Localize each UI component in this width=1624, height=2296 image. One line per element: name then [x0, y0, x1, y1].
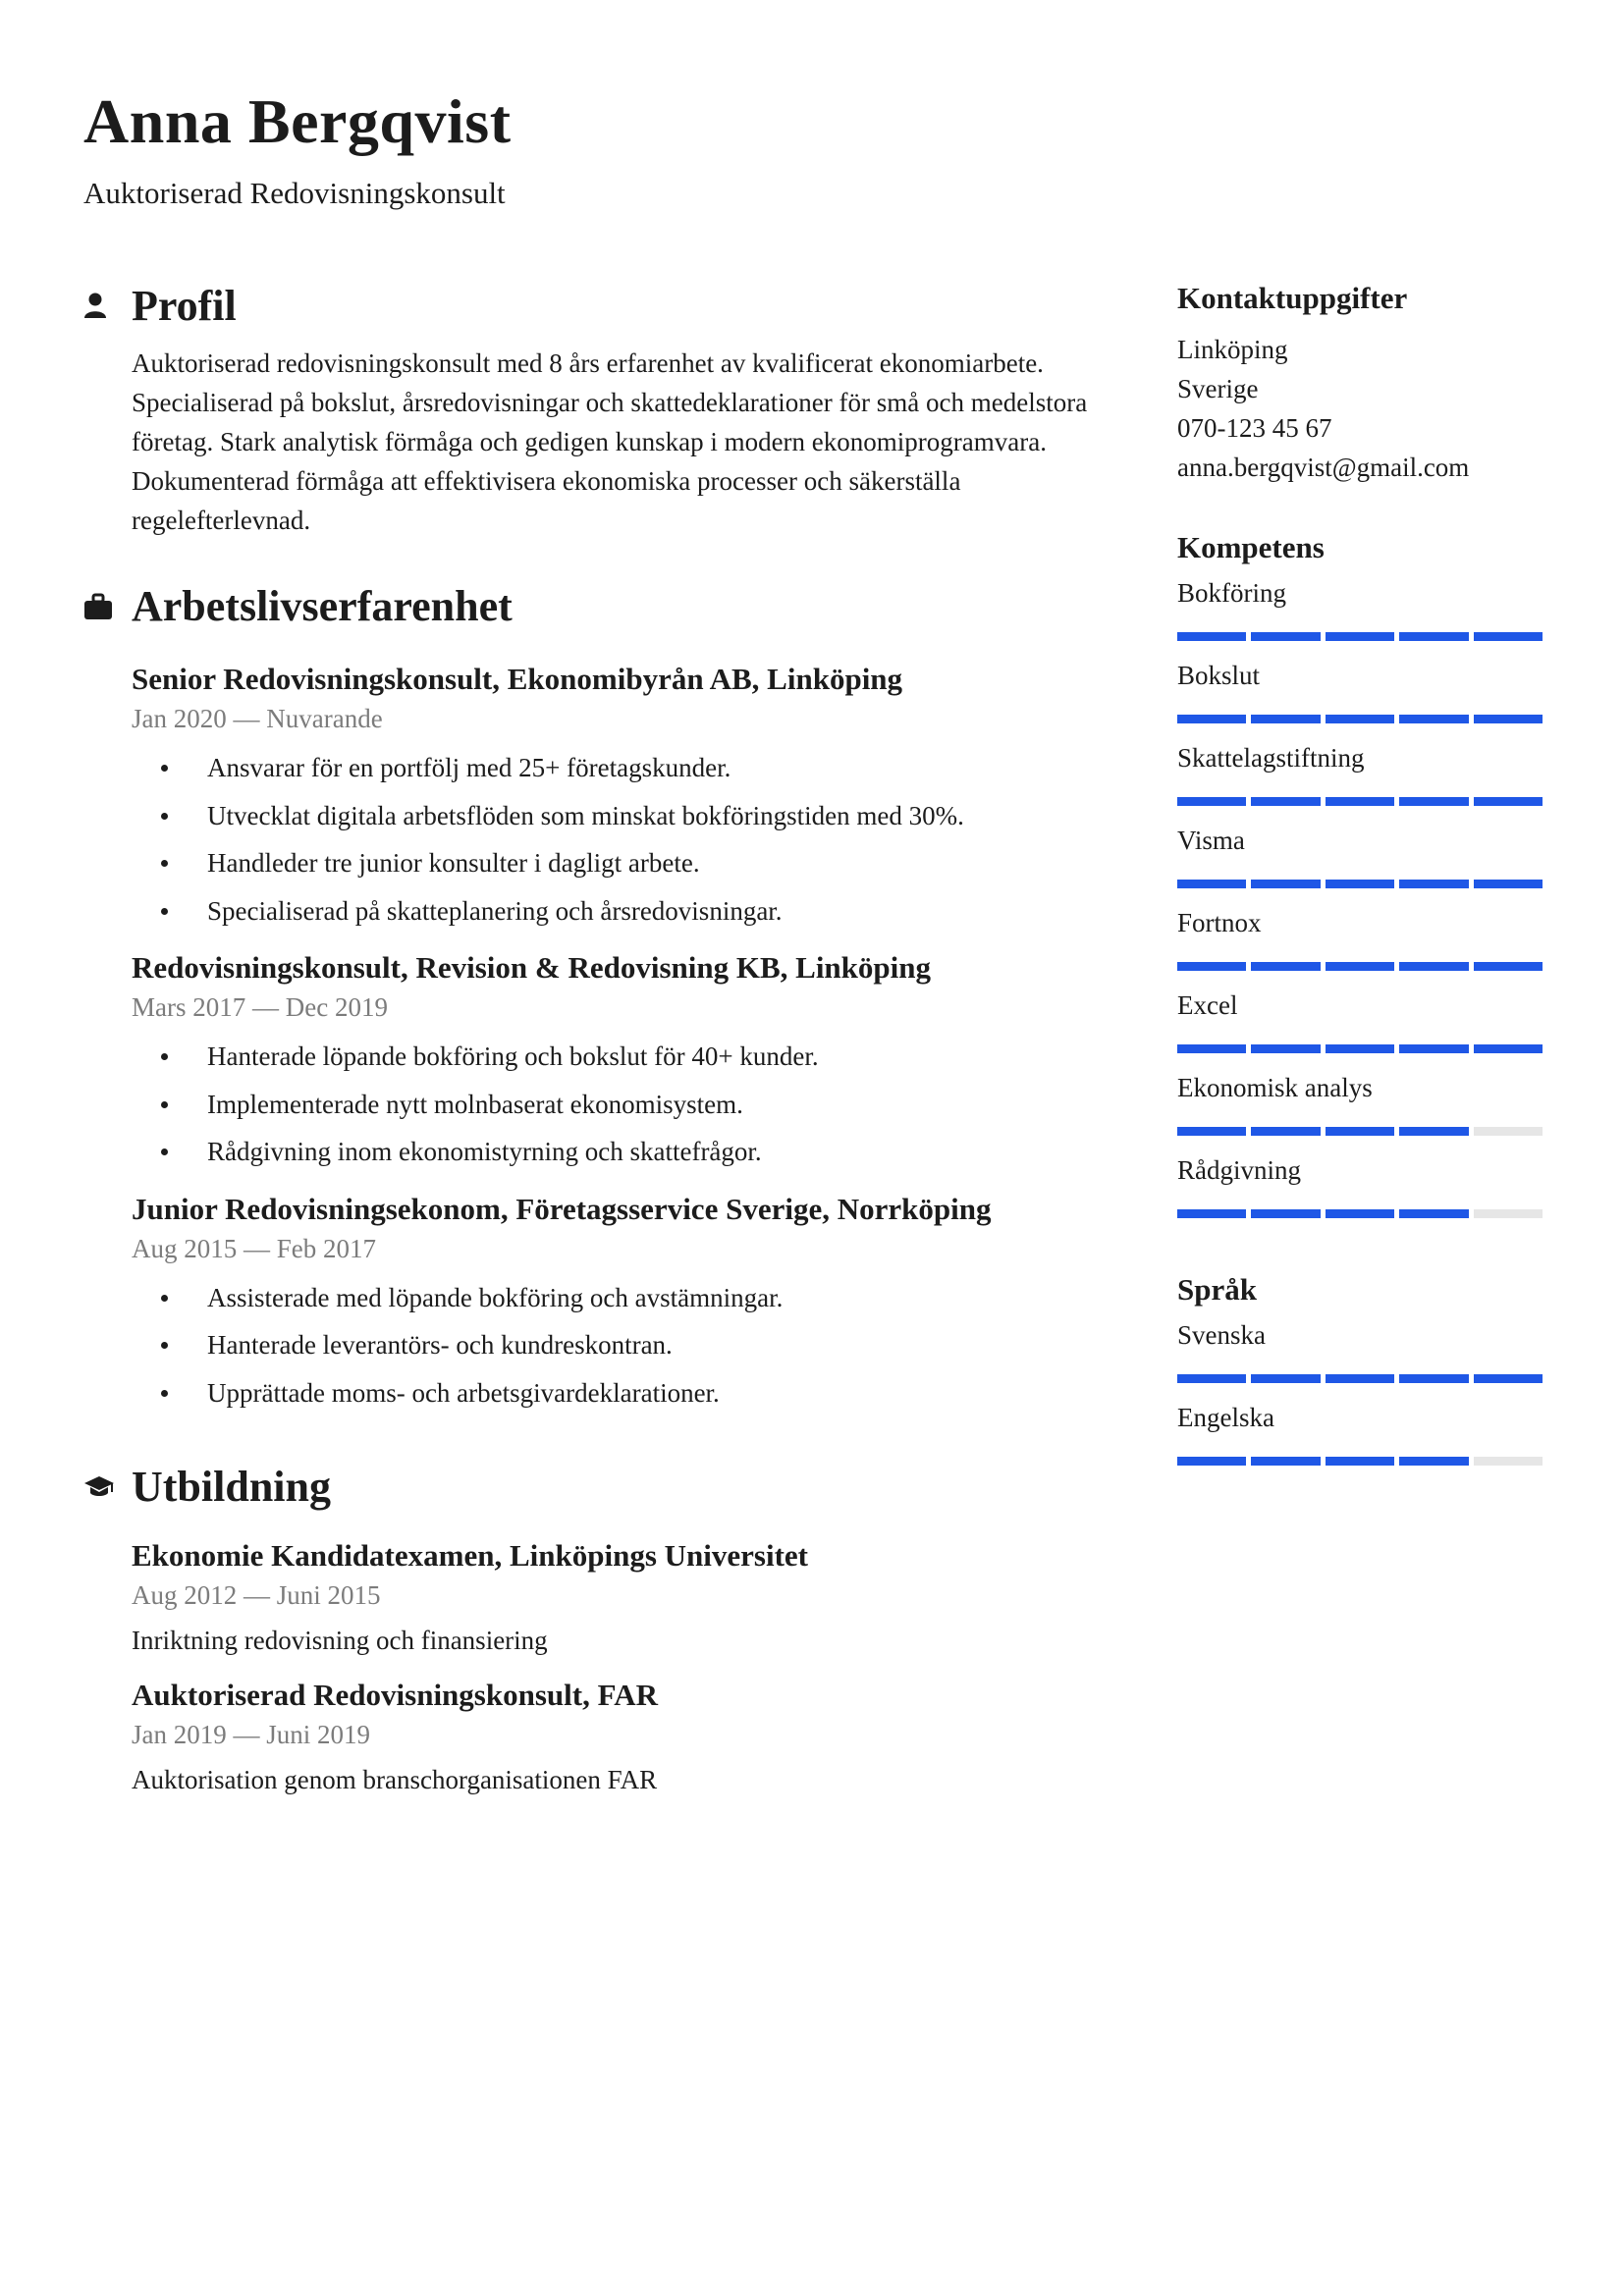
level-segment-filled [1326, 1127, 1394, 1136]
education-entry [132, 1676, 1124, 1799]
level-segment-filled [1326, 1044, 1394, 1053]
level-segment-filled [1474, 632, 1543, 641]
briefcase-icon [83, 593, 132, 620]
job-bullet: Handleder tre junior konsulter i dagligt arbete. [161, 839, 1124, 887]
level-segment-filled [1399, 797, 1468, 806]
contact-block [1177, 330, 1543, 487]
level-segment-filled [1474, 1044, 1543, 1053]
experience-title: Arbetslivserfarenhet [132, 582, 513, 630]
level-segment-filled [1177, 1044, 1246, 1053]
education-date: Jan 2019 — Juni 2019 [132, 1720, 370, 1749]
skill-level-bar [1177, 880, 1543, 888]
education-title: Utbildning [132, 1463, 331, 1511]
candidate-title: Auktoriserad Redovisningskonsult [83, 176, 506, 210]
level-segment-filled [1251, 1209, 1320, 1218]
main-column [83, 277, 1124, 1799]
level-segment-filled [1177, 797, 1246, 806]
skill-level-bar [1177, 1044, 1543, 1053]
skill-name: Bokföring [1177, 578, 1286, 608]
profile-text: Auktoriserad redovisningskonsult med 8 års erfarenhet av kvalificerat ekonomiarbete. Specialiserad på bokslut, årsredovisningar och skattedeklarationer för små och medelstora företag. Stark analytisk förmåga och gedigen kunskap i modern ekonomiprogramvara. Dokumenterad förmåga att effektivisera ekonomiska processer och säkerställa regelefterlevnad. [132, 348, 1088, 535]
level-segment-filled [1177, 632, 1246, 641]
level-segment-empty [1474, 1209, 1543, 1218]
job-bullet: Rådgivning inom ekonomistyrning och skattefrågor. [161, 1128, 1124, 1176]
job-entry [132, 660, 1124, 934]
level-segment-filled [1474, 880, 1543, 888]
level-segment-empty [1474, 1457, 1543, 1466]
contact-country: Sverige [1177, 374, 1259, 403]
contact-email: anna.bergqvist@gmail.com [1177, 453, 1470, 482]
level-segment-filled [1399, 1044, 1468, 1053]
job-entry [132, 948, 1124, 1176]
skill-item [1177, 734, 1543, 817]
skill-level-bar [1177, 715, 1543, 723]
level-segment-filled [1399, 880, 1468, 888]
skills-list [1177, 569, 1543, 1229]
job-bullet: Specialiserad på skatteplanering och årsredovisningar. [161, 887, 1124, 935]
job-bullet: Hanterade löpande bokföring och bokslut för 40+ kunder. [161, 1033, 1124, 1081]
person-icon [83, 292, 132, 321]
education-description: Auktorisation genom branschorganisationen FAR [132, 1765, 658, 1794]
job-date: Jan 2020 — Nuvarande [132, 704, 383, 733]
level-segment-filled [1251, 797, 1320, 806]
level-segment-filled [1474, 1374, 1543, 1383]
level-segment-filled [1326, 797, 1394, 806]
level-segment-filled [1251, 715, 1320, 723]
contact-heading: Kontaktuppgifter [1177, 281, 1408, 315]
skill-item [1177, 982, 1543, 1064]
skill-item [1177, 652, 1543, 734]
language-level-bar [1177, 1457, 1543, 1466]
education-degree: Auktoriserad Redovisningskonsult, FAR [132, 1678, 658, 1712]
experience-heading [83, 577, 1124, 636]
skill-name: Bokslut [1177, 661, 1261, 690]
level-segment-filled [1251, 962, 1320, 971]
level-segment-filled [1251, 1374, 1320, 1383]
education-description: Inriktning redovisning och finansiering [132, 1626, 548, 1655]
skill-item [1177, 569, 1543, 652]
level-segment-filled [1251, 632, 1320, 641]
level-segment-filled [1399, 962, 1468, 971]
languages-heading: Språk [1177, 1272, 1257, 1307]
skill-name: Visma [1177, 826, 1245, 855]
level-segment-filled [1326, 1374, 1394, 1383]
level-segment-empty [1474, 1127, 1543, 1136]
level-segment-filled [1251, 1044, 1320, 1053]
language-item [1177, 1311, 1543, 1394]
level-segment-filled [1177, 1209, 1246, 1218]
skill-item [1177, 817, 1543, 899]
job-entry [132, 1190, 1124, 1417]
level-segment-filled [1251, 1457, 1320, 1466]
level-segment-filled [1326, 1209, 1394, 1218]
contact-city: Linköping [1177, 335, 1288, 364]
education-section [83, 1458, 1124, 1799]
candidate-name: Anna Bergqvist [83, 86, 512, 156]
skill-name: Fortnox [1177, 908, 1262, 937]
level-segment-filled [1251, 880, 1320, 888]
level-segment-filled [1399, 715, 1468, 723]
level-segment-filled [1399, 1374, 1468, 1383]
level-segment-filled [1474, 715, 1543, 723]
sidebar [1177, 277, 1543, 1476]
graduation-cap-icon [83, 1474, 132, 1500]
level-segment-filled [1177, 1374, 1246, 1383]
profile-title: Profil [132, 282, 237, 330]
level-segment-filled [1326, 880, 1394, 888]
level-segment-filled [1399, 1127, 1468, 1136]
level-segment-filled [1177, 1127, 1246, 1136]
level-segment-filled [1399, 632, 1468, 641]
language-level-bar [1177, 1374, 1543, 1383]
job-bullet: Upprättade moms- och arbetsgivardeklarationer. [161, 1369, 1124, 1417]
job-bullet: Utvecklat digitala arbetsflöden som minskat bokföringstiden med 30%. [161, 792, 1124, 840]
job-title: Senior Redovisningskonsult, Ekonomibyrån AB, Linköping [132, 662, 903, 696]
language-name: Engelska [1177, 1403, 1274, 1432]
profile-section [83, 277, 1124, 540]
job-date: Aug 2015 — Feb 2017 [132, 1233, 376, 1263]
job-bullet: Hanterade leverantörs- och kundreskontran. [161, 1321, 1124, 1369]
skill-level-bar [1177, 632, 1543, 641]
skill-level-bar [1177, 1127, 1543, 1136]
job-bullets [132, 744, 1124, 934]
languages-list [1177, 1311, 1543, 1476]
job-title: Redovisningskonsult, Revision & Redovisning KB, Linköping [132, 950, 932, 985]
job-date: Mars 2017 — Dec 2019 [132, 992, 388, 1022]
job-bullets [132, 1274, 1124, 1417]
education-heading [83, 1458, 1124, 1517]
skill-item [1177, 899, 1543, 982]
level-segment-filled [1326, 1457, 1394, 1466]
education-degree: Ekonomie Kandidatexamen, Linköpings Universitet [132, 1538, 808, 1573]
level-segment-filled [1177, 880, 1246, 888]
skill-name: Excel [1177, 990, 1238, 1020]
level-segment-filled [1251, 1127, 1320, 1136]
job-bullet: Assisterade med löpande bokföring och avstämningar. [161, 1274, 1124, 1322]
language-item [1177, 1394, 1543, 1476]
level-segment-filled [1326, 715, 1394, 723]
education-entry [132, 1536, 1124, 1660]
skill-level-bar [1177, 797, 1543, 806]
level-segment-filled [1326, 962, 1394, 971]
job-bullet: Ansvarar för en portfölj med 25+ företagskunder. [161, 744, 1124, 792]
level-segment-filled [1177, 1457, 1246, 1466]
skill-name: Skattelagstiftning [1177, 743, 1365, 773]
level-segment-filled [1474, 797, 1543, 806]
experience-section [83, 577, 1124, 1416]
skills-heading: Kompetens [1177, 530, 1325, 564]
level-segment-filled [1399, 1209, 1468, 1218]
job-bullets [132, 1033, 1124, 1176]
skill-level-bar [1177, 1209, 1543, 1218]
contact-phone: 070-123 45 67 [1177, 413, 1332, 443]
level-segment-filled [1326, 632, 1394, 641]
level-segment-filled [1177, 962, 1246, 971]
language-name: Svenska [1177, 1320, 1266, 1350]
skill-name: Rådgivning [1177, 1155, 1301, 1185]
skill-item [1177, 1147, 1543, 1229]
level-segment-filled [1177, 715, 1246, 723]
level-segment-filled [1474, 962, 1543, 971]
skill-item [1177, 1064, 1543, 1147]
level-segment-filled [1399, 1457, 1468, 1466]
profile-heading [83, 277, 1124, 336]
job-bullet: Implementerade nytt molnbaserat ekonomisystem. [161, 1081, 1124, 1129]
education-date: Aug 2012 — Juni 2015 [132, 1580, 381, 1610]
job-title: Junior Redovisningsekonom, Företagsservice Sverige, Norrköping [132, 1191, 992, 1226]
skill-level-bar [1177, 962, 1543, 971]
skill-name: Ekonomisk analys [1177, 1073, 1373, 1102]
